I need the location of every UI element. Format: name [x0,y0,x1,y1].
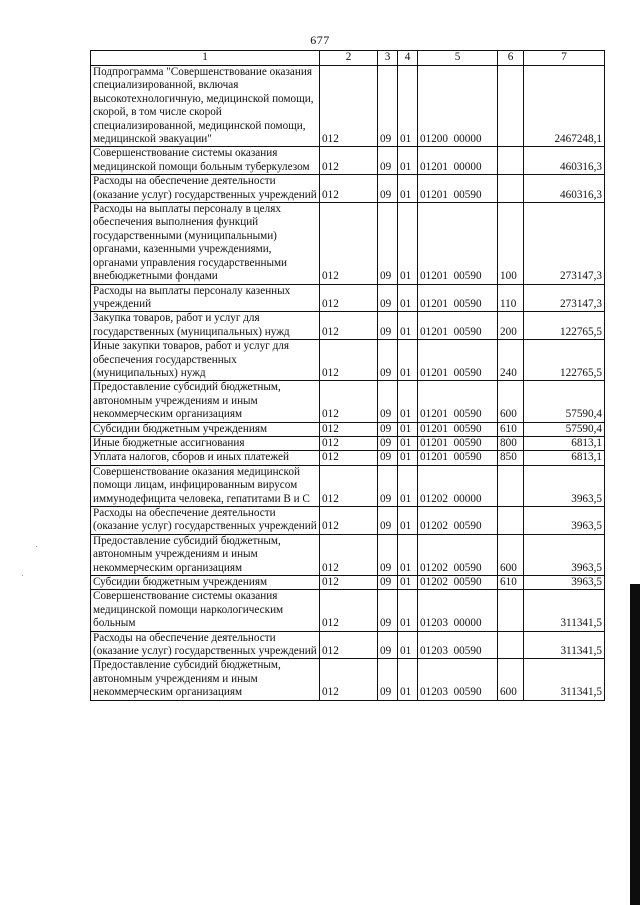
section-code-cell: 09 [378,659,398,700]
table-row [91,534,605,575]
target-article-cell: 01201 00590 [418,436,498,450]
expense-type-cell: 240 [498,340,524,381]
table-row [91,465,605,506]
header-cell: 2 [320,51,378,66]
amount-cell: 311341,5 [524,659,605,700]
row-name-cell: Субсидии бюджетным учреждениям [91,576,320,590]
amount-cell: 460316,3 [524,147,605,175]
amount-cell: 6813,1 [524,451,605,465]
row-name-cell: Расходы на обеспечение деятельности (оказание услуг) государственных учреждений [91,175,320,203]
target-article-cell: 01201 00590 [418,381,498,422]
table-row [91,203,605,284]
amount-cell: 122765,5 [524,312,605,340]
row-name-cell: Иные бюджетные ассигнования [91,436,320,450]
expense-type-cell: 610 [498,422,524,436]
target-article-cell: 01201 00590 [418,422,498,436]
amount-cell: 273147,3 [524,203,605,284]
table-row [91,436,605,450]
subsection-code-cell: 01 [398,631,418,659]
expense-type-cell: 200 [498,312,524,340]
row-name-cell: Расходы на обеспечение деятельности (оказание услуг) государственных учреждений [91,507,320,535]
scan-speck [22,575,23,576]
ved-code-cell: 012 [320,590,378,631]
row-name-cell: Совершенствование оказания медицинской помощи лицам, инфицированным вирусом иммунодефицита человека, гепатитами B и C [91,465,320,506]
expense-type-cell: 600 [498,534,524,575]
target-article-cell: 01203 00000 [418,590,498,631]
header-cell: 7 [524,51,605,66]
header-cell: 1 [91,51,320,66]
row-name-cell: Уплата налогов, сборов и иных платежей [91,451,320,465]
target-article-cell: 01201 00590 [418,451,498,465]
amount-cell: 122765,5 [524,340,605,381]
ved-code-cell: 012 [320,507,378,535]
section-code-cell: 09 [378,66,398,147]
subsection-code-cell: 01 [398,422,418,436]
subsection-code-cell: 01 [398,590,418,631]
subsection-code-cell: 01 [398,284,418,312]
ved-code-cell: 012 [320,312,378,340]
row-name-cell: Совершенствование системы оказания медицинской помощи больным туберкулезом [91,147,320,175]
expense-type-cell [498,631,524,659]
expense-type-cell [498,175,524,203]
table-row [91,381,605,422]
row-name-cell: Иные закупки товаров, работ и услуг для обеспечения государственных (муниципальных) нужд [91,340,320,381]
amount-cell: 311341,5 [524,631,605,659]
expense-type-cell: 800 [498,436,524,450]
target-article-cell: 01201 00590 [418,312,498,340]
scan-speck [36,546,37,547]
table-row [91,659,605,700]
ved-code-cell: 012 [320,175,378,203]
amount-cell: 311341,5 [524,590,605,631]
expense-type-cell: 100 [498,203,524,284]
target-article-cell: 01201 00590 [418,175,498,203]
ved-code-cell: 012 [320,465,378,506]
subsection-code-cell: 01 [398,340,418,381]
table-row [91,451,605,465]
subsection-code-cell: 01 [398,381,418,422]
page-number: 677 [310,33,330,47]
subsection-code-cell: 01 [398,175,418,203]
table-row [91,147,605,175]
subsection-code-cell: 01 [398,534,418,575]
table-row [91,576,605,590]
ved-code-cell: 012 [320,451,378,465]
target-article-cell: 01203 00590 [418,659,498,700]
ved-code-cell: 012 [320,436,378,450]
target-article-cell: 01201 00000 [418,147,498,175]
table-row [91,175,605,203]
ved-code-cell: 012 [320,147,378,175]
target-article-cell: 01201 00590 [418,284,498,312]
expense-type-cell: 600 [498,381,524,422]
subsection-code-cell: 01 [398,451,418,465]
row-name-cell: Субсидии бюджетным учреждениям [91,422,320,436]
expense-type-cell [498,465,524,506]
subsection-code-cell: 01 [398,436,418,450]
section-code-cell: 09 [378,340,398,381]
section-code-cell: 09 [378,451,398,465]
subsection-code-cell: 01 [398,465,418,506]
section-code-cell: 09 [378,203,398,284]
target-article-cell: 01203 00590 [418,631,498,659]
table-row [91,66,605,147]
table-row [91,312,605,340]
subsection-code-cell: 01 [398,147,418,175]
section-code-cell: 09 [378,422,398,436]
section-code-cell: 09 [378,631,398,659]
section-code-cell: 09 [378,381,398,422]
expense-type-cell: 110 [498,284,524,312]
header-cell: 4 [398,51,418,66]
target-article-cell: 01201 00590 [418,340,498,381]
subsection-code-cell: 01 [398,312,418,340]
table-row [91,422,605,436]
ved-code-cell: 012 [320,422,378,436]
amount-cell: 3963,5 [524,534,605,575]
ved-code-cell: 012 [320,576,378,590]
row-name-cell: Расходы на выплаты персоналу казенных учреждений [91,284,320,312]
ved-code-cell: 012 [320,659,378,700]
section-code-cell: 09 [378,147,398,175]
expense-type-cell: 610 [498,576,524,590]
ved-code-cell: 012 [320,631,378,659]
expense-type-cell [498,507,524,535]
amount-cell: 6813,1 [524,436,605,450]
ved-code-cell: 012 [320,284,378,312]
header-cell: 5 [418,51,498,66]
expense-type-cell: 850 [498,451,524,465]
section-code-cell: 09 [378,590,398,631]
amount-cell: 273147,3 [524,284,605,312]
header-row [91,51,605,66]
budget-table [90,50,605,701]
amount-cell: 460316,3 [524,175,605,203]
section-code-cell: 09 [378,436,398,450]
expense-type-cell [498,66,524,147]
ved-code-cell: 012 [320,381,378,422]
section-code-cell: 09 [378,465,398,506]
target-article-cell: 01201 00590 [418,203,498,284]
table-row [91,631,605,659]
section-code-cell: 09 [378,284,398,312]
target-article-cell: 01202 00590 [418,507,498,535]
row-name-cell: Закупка товаров, работ и услуг для государственных (муниципальных) нужд [91,312,320,340]
expense-type-cell [498,590,524,631]
target-article-cell: 01200 00000 [418,66,498,147]
row-name-cell: Совершенствование системы оказания медицинской помощи наркологическим больным [91,590,320,631]
header-cell: 3 [378,51,398,66]
amount-cell: 3963,5 [524,576,605,590]
subsection-code-cell: 01 [398,507,418,535]
subsection-code-cell: 01 [398,66,418,147]
subsection-code-cell: 01 [398,576,418,590]
table-row [91,590,605,631]
amount-cell: 3963,5 [524,507,605,535]
table-row [91,340,605,381]
section-code-cell: 09 [378,175,398,203]
target-article-cell: 01202 00000 [418,465,498,506]
header-cell: 6 [498,51,524,66]
expense-type-cell [498,147,524,175]
row-name-cell: Подпрограмма "Совершенствование оказания специализированной, включая высокотехнологичную, медицинской помощи, скорой, в том числе скорой специализированной, медицинской помощи, медицинской эвакуации" [91,66,320,147]
row-name-cell: Расходы на обеспечение деятельности (оказание услуг) государственных учреждений [91,631,320,659]
table-row [91,284,605,312]
table-row [91,507,605,535]
row-name-cell: Предоставление субсидий бюджетным, автономным учреждениям и иным некоммерческим организациям [91,381,320,422]
amount-cell: 57590,4 [524,422,605,436]
ved-code-cell: 012 [320,340,378,381]
row-name-cell: Расходы на выплаты персоналу в целях обеспечения выполнения функций государственными (муниципальными) органами, казенными учреждениями, органами управления государственными внебюджетными фондами [91,203,320,284]
section-code-cell: 09 [378,312,398,340]
row-name-cell: Предоставление субсидий бюджетным, автономным учреждениям и иным некоммерческим организациям [91,659,320,700]
target-article-cell: 01202 00590 [418,534,498,575]
section-code-cell: 09 [378,534,398,575]
amount-cell: 2467248,1 [524,66,605,147]
amount-cell: 3963,5 [524,465,605,506]
target-article-cell: 01202 00590 [418,576,498,590]
ved-code-cell: 012 [320,534,378,575]
subsection-code-cell: 01 [398,203,418,284]
scan-edge-bar [630,584,640,905]
ved-code-cell: 012 [320,66,378,147]
section-code-cell: 09 [378,576,398,590]
subsection-code-cell: 01 [398,659,418,700]
section-code-cell: 09 [378,507,398,535]
row-name-cell: Предоставление субсидий бюджетным, автономным учреждениям и иным некоммерческим организациям [91,534,320,575]
amount-cell: 57590,4 [524,381,605,422]
ved-code-cell: 012 [320,203,378,284]
expense-type-cell: 600 [498,659,524,700]
